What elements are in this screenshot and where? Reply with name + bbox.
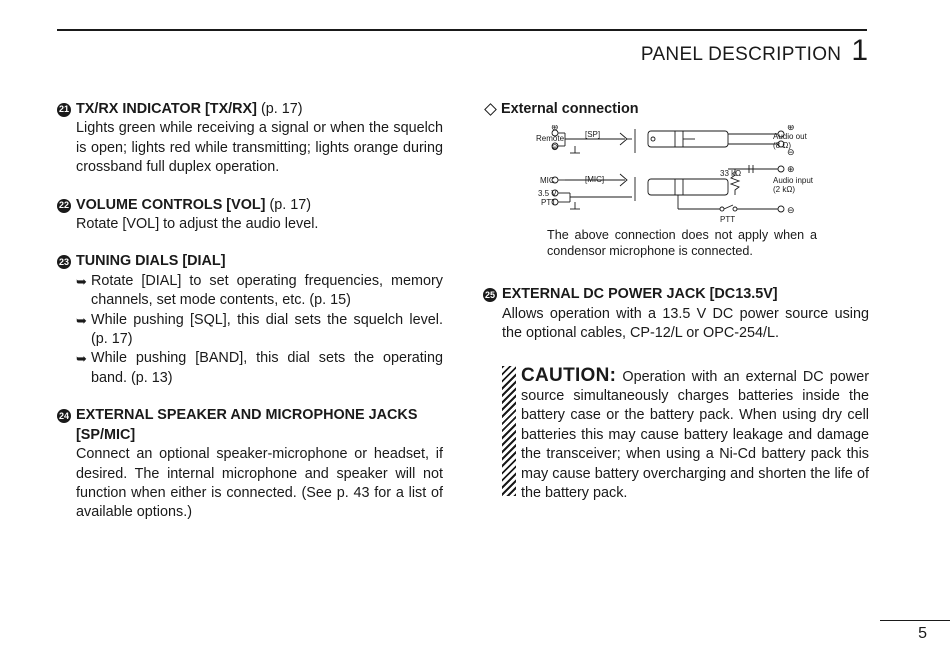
connection-diagram: ⊕ ⊖ ⊕ ⊖ ⊕ ⊖ Remote [SP] Audio out (8 Ω) MIC [MIC] 3.5 V PTT 33 kΩ Audio input (2 kΩ) PTT (535, 125, 835, 225)
page-number: 5 (918, 625, 927, 642)
item-number-badge: 24 (57, 409, 71, 423)
section-24 (57, 406, 443, 522)
section-body: Connect an optional speaker-microphone or headset, if desired. The internal microphone and speaker will not function when either is connected. (See p. 43 for a list of available options.) (76, 446, 443, 521)
section-title: TX/RX INDICATOR [TX/RX] (76, 101, 257, 117)
section-22 (57, 196, 443, 235)
page-ref: (p. 17) (269, 196, 312, 213)
section-title: TUNING DIALS [DIAL] (76, 253, 226, 270)
item-number-badge: 23 (57, 255, 71, 269)
page-header (641, 36, 868, 66)
section-title: VOLUME CONTROLS [VOL] (76, 196, 266, 213)
arrow-bullet-icon: ➥ (76, 273, 87, 289)
bullet-item: ➥ While pushing [BAND], this dial sets the operating band. (p. 13) (57, 349, 443, 388)
svg-text:⊖: ⊖ (787, 206, 795, 217)
external-connection-heading: External connection (483, 100, 869, 119)
caution-text: Operation with an external DC power source simultaneously charges batteries inside the battery case or the battery pack. When using dry cell batteries this may cause battery leakage and damage the transceiver; when using a Ni-Cd battery pack this may cause battery overcharging and shorten the life of the battery pack. (521, 368, 869, 502)
arrow-bullet-icon: ➥ (76, 351, 87, 367)
svg-text:⊕: ⊕ (787, 125, 795, 134)
top-rule (57, 29, 867, 31)
left-column (57, 100, 443, 541)
diamond-icon (484, 103, 497, 116)
caution-box (483, 366, 869, 504)
page-ref: (p. 17) (260, 101, 303, 117)
section-body: Rotate [VOL] to adjust the audio level. (76, 216, 319, 233)
page-title: PANEL DESCRIPTION (640, 44, 842, 65)
svg-text:⊕: ⊕ (787, 165, 795, 176)
right-column (483, 100, 869, 503)
section-body: Allows operation with a 13.5 V DC power source using the optional cables, CP-12/L or OPC-254/L. (502, 305, 869, 342)
svg-text:⊕: ⊕ (551, 125, 559, 134)
svg-text:⊖: ⊖ (551, 143, 559, 154)
item-number-badge: 22 (57, 199, 71, 213)
bottom-rule (880, 620, 950, 621)
section-23 (57, 252, 443, 388)
section-25 (483, 285, 869, 343)
section-title: EXTERNAL DC POWER JACK [DC13.5V] (502, 286, 778, 303)
bullet-item: ➥ While pushing [SQL], this dial sets the squelch level. (p. 17) (57, 311, 443, 350)
section-21 (57, 100, 443, 178)
item-number-badge: 21 (57, 103, 71, 117)
chapter-number: 1 (851, 34, 868, 67)
section-title: EXTERNAL SPEAKER AND MICROPHONE JACKS (76, 407, 418, 424)
item-number-badge: 25 (483, 288, 497, 302)
arrow-bullet-icon: ➥ (76, 312, 87, 328)
bullet-item: ➥ Rotate [DIAL] to set operating frequencies, memory channels, set mode contents, etc. (p. 15) (57, 272, 443, 311)
svg-text:⊖: ⊖ (787, 148, 795, 159)
section-body: Lights green while receiving a signal or when the squelch is open; lights red while transmitting; lights orange during crossband full duplex operation. (76, 120, 443, 176)
caution-hatch-bar (502, 366, 516, 496)
caution-label: CAUTION: (521, 364, 617, 386)
diagram-note: The above connection does not apply when a condensor microphone is connected. (547, 228, 817, 259)
section-title-continued: [SP/MIC] (76, 426, 136, 443)
